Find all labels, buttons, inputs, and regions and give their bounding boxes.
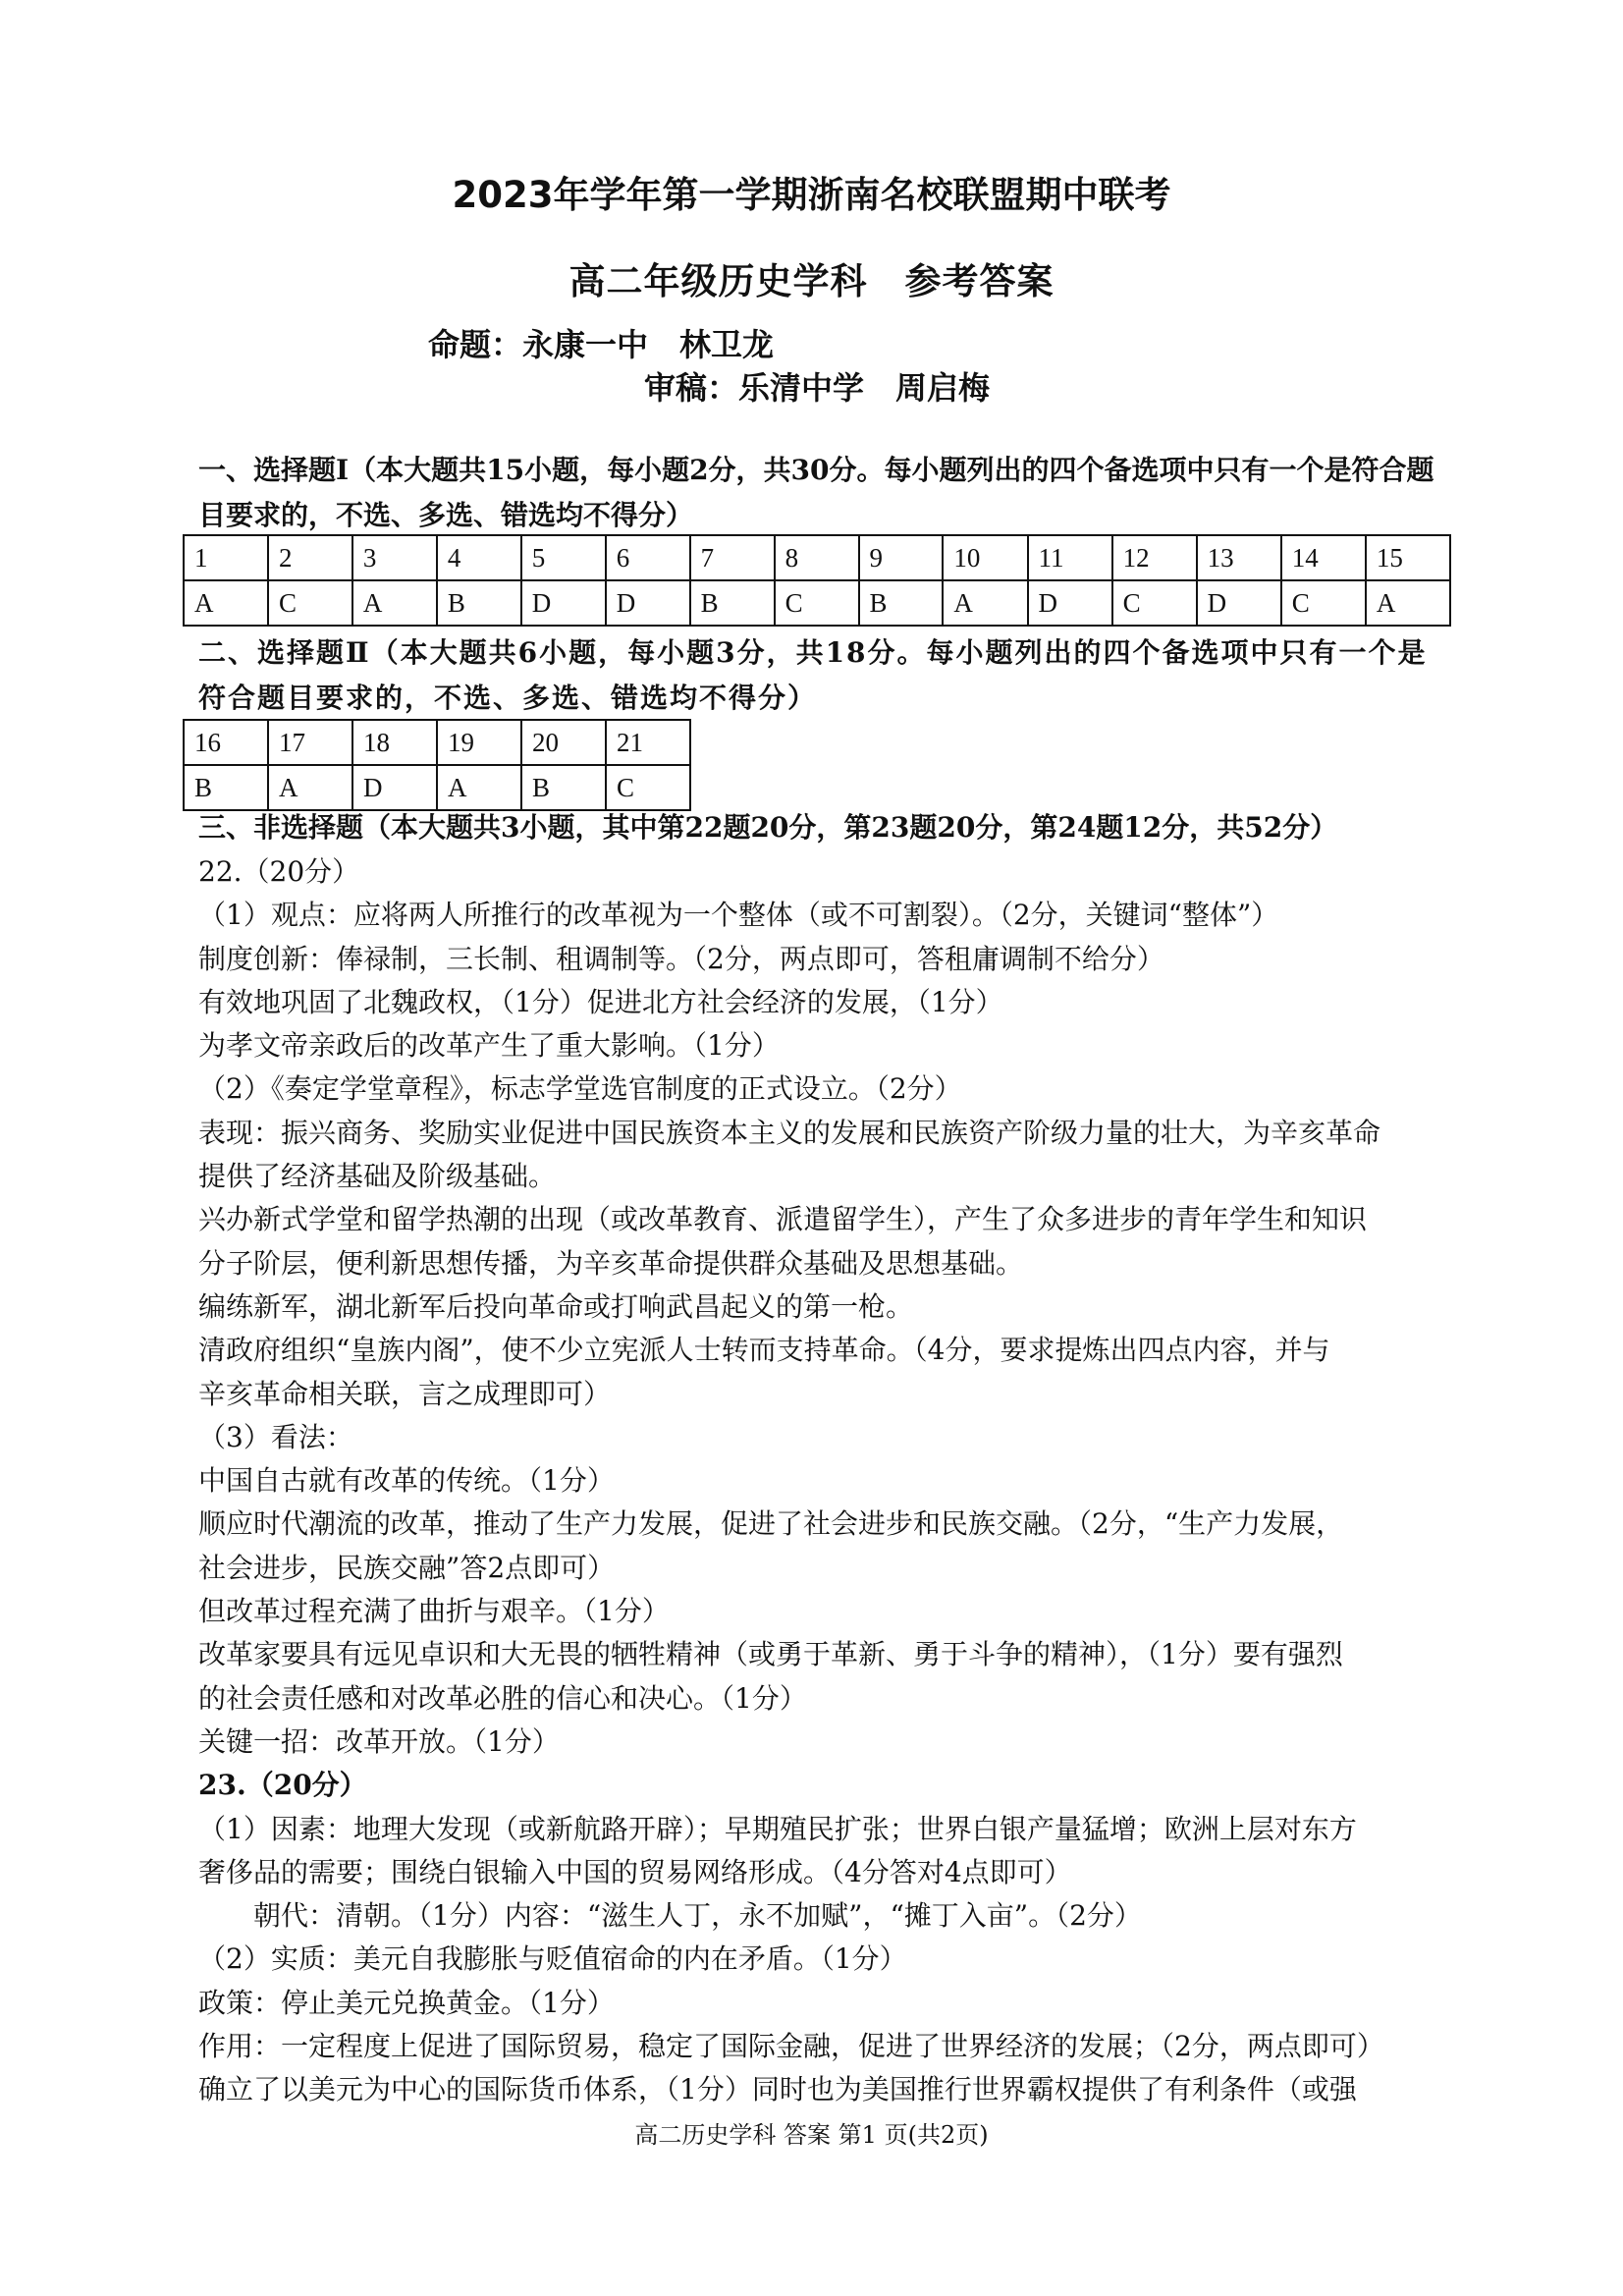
answer-line: 编练新军，湖北新军后投向革命或打响武昌起义的第一枪。	[198, 1289, 914, 1323]
question-number: 16	[184, 720, 268, 765]
answer-cell: A	[943, 580, 1027, 626]
question-number: 4	[437, 535, 521, 580]
table-row-numbers	[184, 720, 690, 765]
question-number: 10	[943, 535, 1027, 580]
answer-cell: D	[606, 580, 690, 626]
answer-body	[198, 850, 1455, 2112]
question-number: 1	[184, 535, 268, 580]
question-number: 8	[775, 535, 859, 580]
question-setter: 命题：永康一中 林卫龙	[428, 326, 775, 363]
answer-cell: B	[521, 765, 606, 810]
section1-heading: 一、选择题Ⅰ（本大题共15小题，每小题2分，共30分。每小题列出的四个备选项中只有一个是符合题目要求的，不选、多选、错选均不得分）	[198, 454, 1434, 531]
table-row-numbers	[184, 535, 1450, 580]
answer-cell: C	[268, 580, 352, 626]
answer-line: 但改革过程充满了曲折与艰辛。（1分）	[198, 1595, 670, 1628]
answer-line: 朝代：清朝。（1分）内容：“滋生人丁，永不加赋”，“摊丁入亩”。（2分）	[253, 1899, 1142, 1933]
answer-cell: A	[184, 580, 268, 626]
answer-cell: B	[184, 765, 268, 810]
answer-line: 23.（20分）	[198, 1769, 367, 1802]
question-number: 19	[437, 720, 521, 765]
reviewer: 审稿：乐清中学 周启梅	[644, 369, 991, 407]
answer-cell: C	[1281, 580, 1366, 626]
question-number: 20	[521, 720, 606, 765]
question-number: 7	[690, 535, 775, 580]
answer-line: 改革家要具有远见卓识和大无畏的牺牲精神（或勇于革新、勇于斗争的精神），（1分）要有强烈	[198, 1638, 1343, 1671]
question-number: 6	[606, 535, 690, 580]
answer-line: （1）因素：地理大发现（或新航路开辟）；早期殖民扩张；世界白银产量猛增；欧洲上层对东方	[198, 1812, 1357, 1845]
answer-line: 兴办新式学堂和留学热潮的出现（或改革教育、派遣留学生），产生了众多进步的青年学生和知识	[198, 1203, 1368, 1236]
question-number: 11	[1028, 535, 1112, 580]
answer-line: 社会进步，民族交融”答2点即可）	[198, 1551, 616, 1584]
answer-line: 作用：一定程度上促进了国际贸易，稳定了国际金融，促进了世界经济的发展；（2分，两点即可）	[198, 2030, 1384, 2063]
question-number: 18	[352, 720, 437, 765]
question-number: 15	[1366, 535, 1450, 580]
answer-line: （3）看法：	[198, 1420, 353, 1453]
section2-answer-table	[183, 719, 691, 811]
question-number: 5	[521, 535, 606, 580]
question-number: 21	[606, 720, 690, 765]
exam-subtitle: 高二年级历史学科 参考答案	[568, 260, 1055, 302]
question-number: 3	[352, 535, 437, 580]
question-number: 12	[1112, 535, 1197, 580]
answer-cell: D	[1197, 580, 1281, 626]
answer-cell: C	[606, 765, 690, 810]
answer-cell: C	[775, 580, 859, 626]
answer-line: （2）《奏定学堂章程》，标志学堂选官制度的正式设立。（2分）	[198, 1072, 962, 1106]
answer-line: （2）实质：美元自我膨胀与贬值宿命的内在矛盾。（1分）	[198, 1942, 907, 1976]
answer-line: 清政府组织“皇族内阁”，使不少立宪派人士转而支持革命。（4分，要求提炼出四点内容，并与	[198, 1334, 1330, 1367]
question-number: 14	[1281, 535, 1366, 580]
table-row-answers	[184, 765, 690, 810]
answer-line: 辛亥革命相关联，言之成理即可）	[198, 1377, 612, 1410]
answer-line: 为孝文帝亲政后的改革产生了重大影响。（1分）	[198, 1029, 780, 1063]
section1-answer-table	[183, 534, 1451, 627]
answer-cell: B	[690, 580, 775, 626]
answer-line: 关键一招：改革开放。（1分）	[198, 1724, 560, 1758]
answer-line: 分子阶层，便利新思想传播，为辛亥革命提供群众基础及思想基础。	[198, 1246, 1024, 1280]
answer-cell: B	[437, 580, 521, 626]
answer-cell: C	[1112, 580, 1197, 626]
answer-line: （1）观点：应将两人所推行的改革视为一个整体（或不可割裂）。（2分，关键词“整体”）	[198, 899, 1279, 932]
answer-line: 提供了经济基础及阶级基础。	[198, 1160, 557, 1193]
question-number: 13	[1197, 535, 1281, 580]
question-number: 17	[268, 720, 352, 765]
page-footer: 高二历史学科 答案 第1 页(共2页)	[634, 2121, 989, 2149]
answer-cell: D	[352, 765, 437, 810]
section3-heading: 三、非选择题（本大题共3小题，其中第22题20分，第23题20分，第24题12分，共52分）	[198, 811, 1338, 844]
table-row-answers	[184, 580, 1450, 626]
exam-title: 2023年学年第一学期浙南名校联盟期中联考	[452, 174, 1171, 216]
answer-line: 政策：停止美元兑换黄金。（1分）	[198, 1986, 615, 2019]
answer-cell: B	[859, 580, 944, 626]
answer-line: 制度创新：俸禄制，三长制、租调制等。（2分，两点即可，答租庸调制不给分）	[198, 942, 1164, 975]
question-number: 9	[859, 535, 944, 580]
answer-line: 奢侈品的需要；围绕白银输入中国的贸易网络形成。（4分答对4点即可）	[198, 1855, 1072, 1888]
answer-cell: D	[521, 580, 606, 626]
answer-cell: A	[268, 765, 352, 810]
answer-line: 中国自古就有改革的传统。（1分）	[198, 1464, 615, 1498]
answer-cell: D	[1028, 580, 1112, 626]
answer-cell: A	[352, 580, 437, 626]
answer-cell: A	[1366, 580, 1450, 626]
answer-line: 的社会责任感和对改革必胜的信心和决心。（1分）	[198, 1681, 807, 1715]
question-number: 2	[268, 535, 352, 580]
answer-line: 表现：振兴商务、奖励实业促进中国民族资本主义的发展和民族资产阶级力量的壮大，为辛亥革命	[198, 1116, 1381, 1149]
section2-heading: 二、选择题Ⅱ（本大题共6小题，每小题3分，共18分。每小题列出的四个备选项中只有一个是符合题目要求的，不选、多选、错选均不得分）	[198, 636, 1428, 714]
answer-cell: A	[437, 765, 521, 810]
answer-line: 22.（20分）	[198, 855, 360, 888]
answer-line: 有效地巩固了北魏政权，（1分）促进北方社会经济的发展，（1分）	[198, 985, 1003, 1018]
answer-line: 确立了以美元为中心的国际货币体系，（1分）同时也为美国推行世界霸权提供了有利条件（或强	[198, 2073, 1357, 2106]
answer-line: 顺应时代潮流的改革，推动了生产力发展，促进了社会进步和民族交融。（2分，“生产力发展，	[198, 1507, 1344, 1541]
